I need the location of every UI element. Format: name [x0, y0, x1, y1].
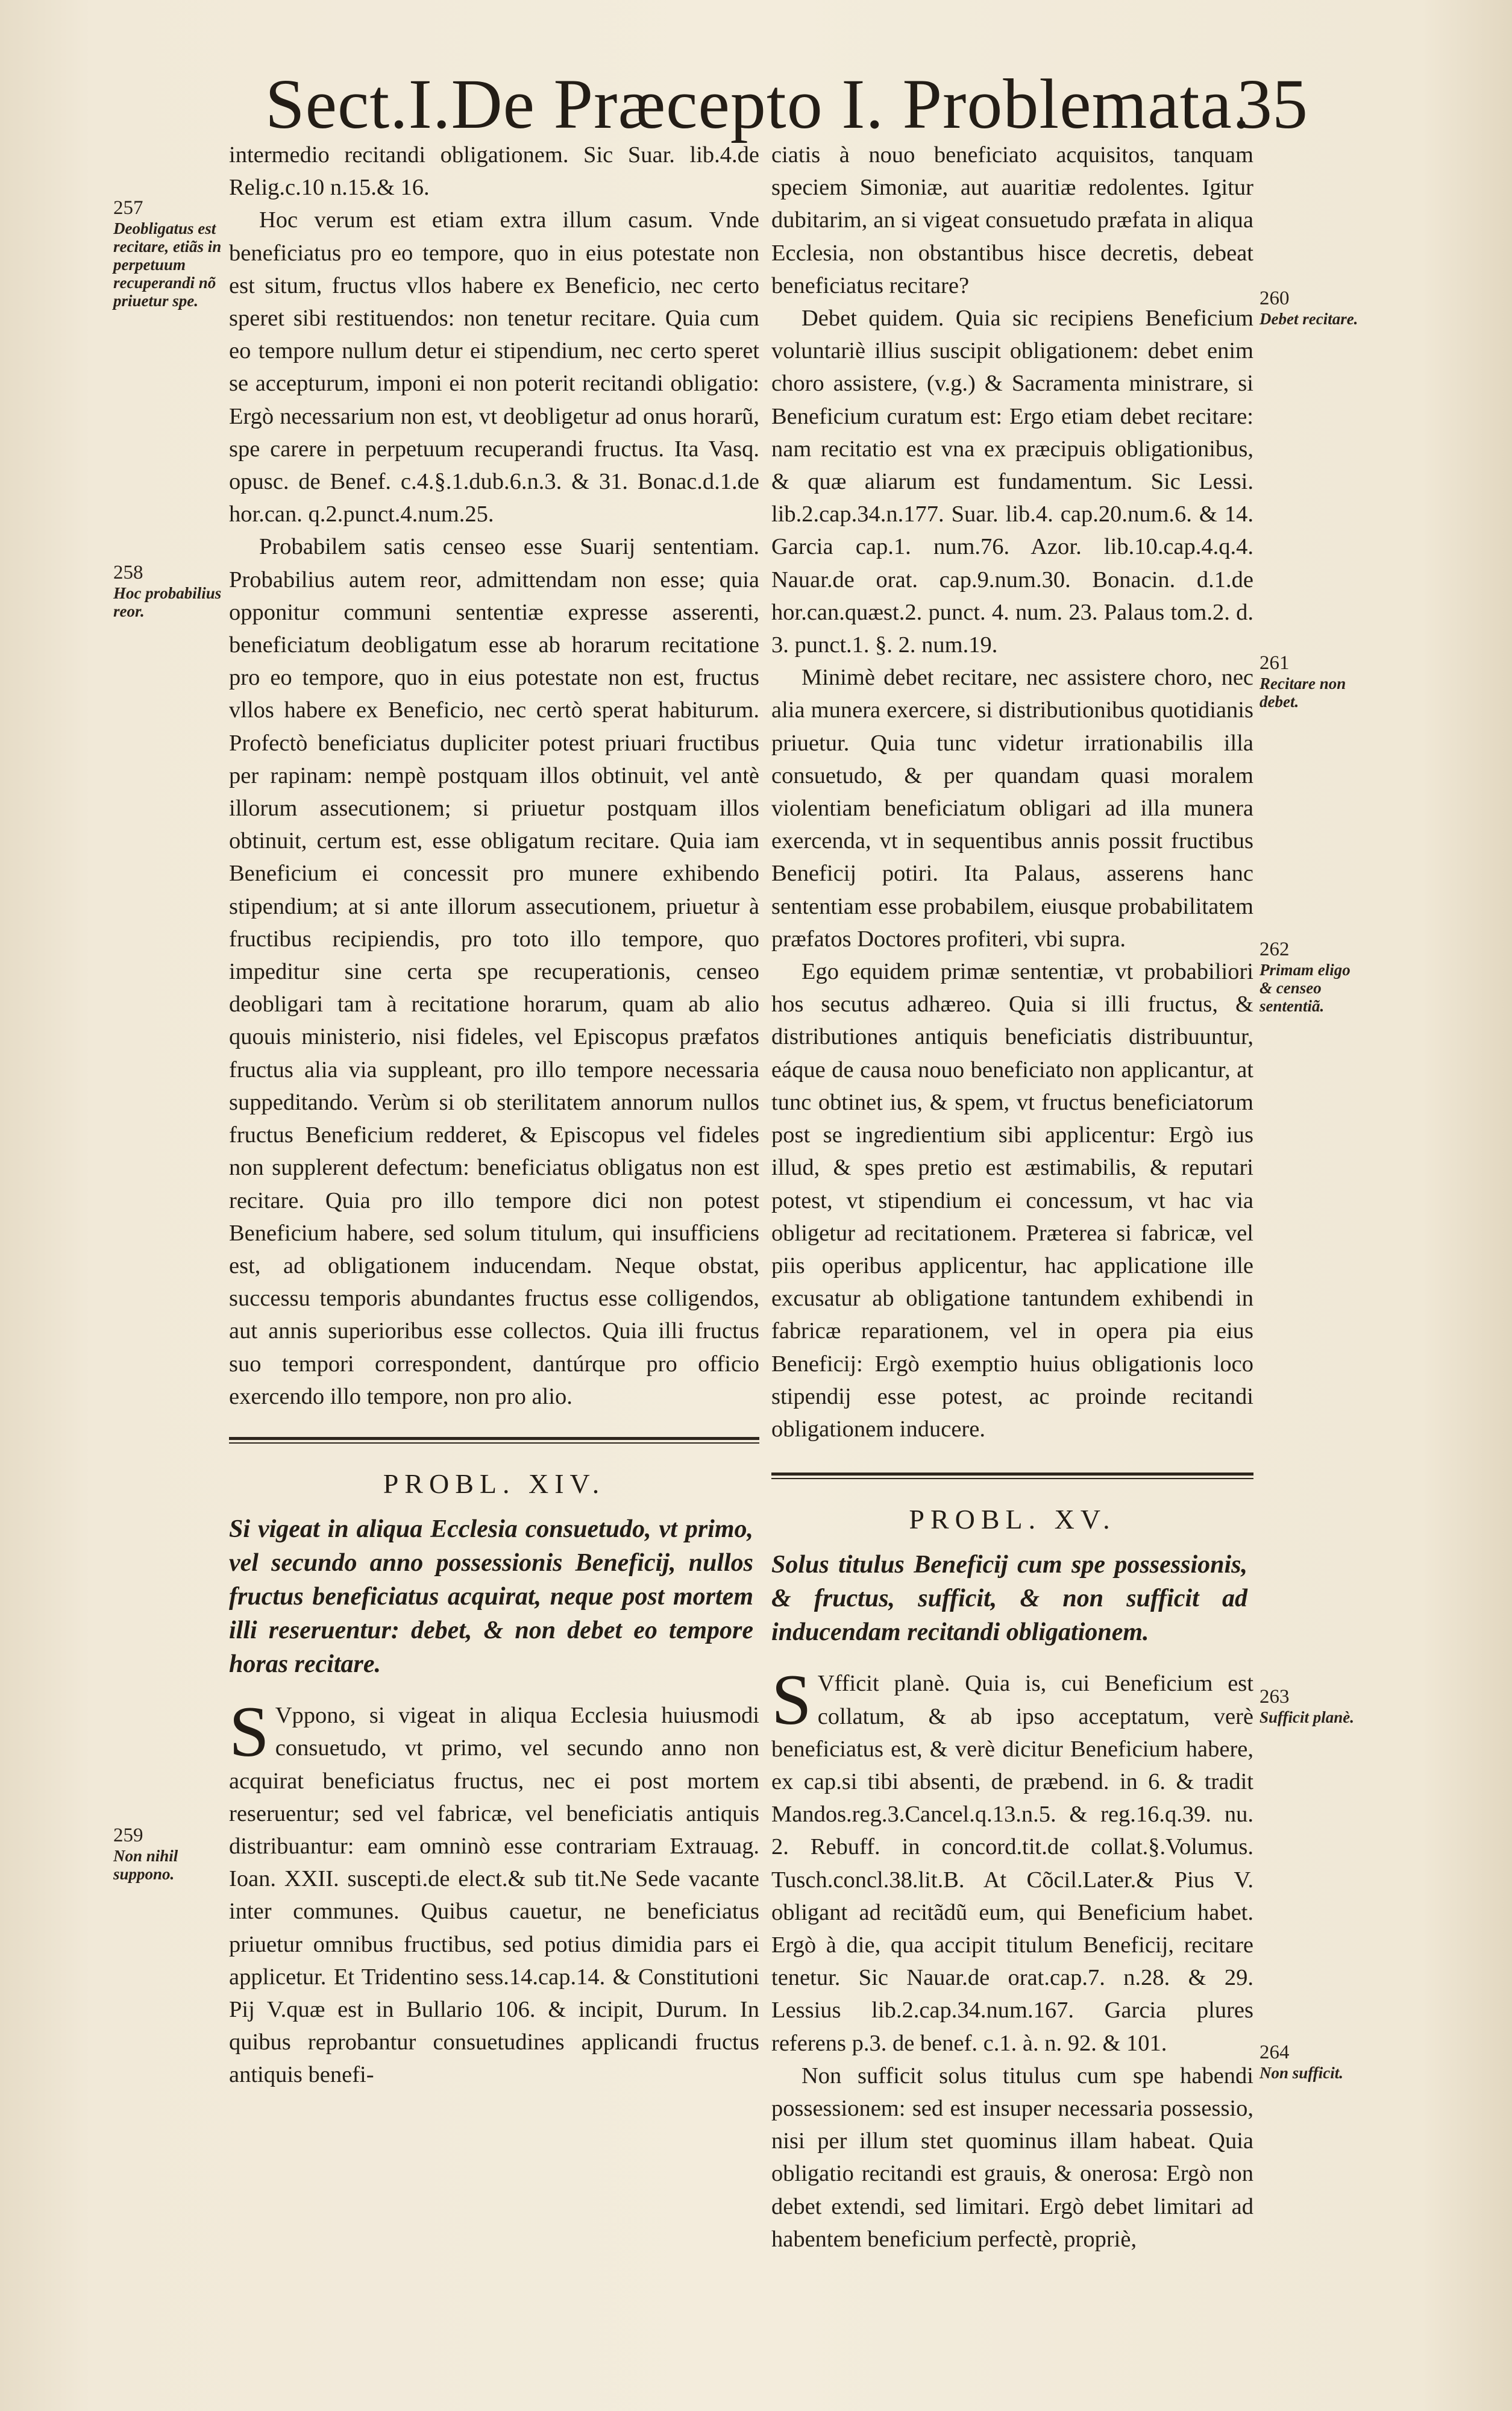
right-paragraph-3: Minimè debet recitare, nec assistere choro, nec alia munera exercere, si distributionibus quotidianis priuetur. Quia tunc videtur irrationabilis illa consuetudo, & per quandam quasi moralem violentiam beneficiatum obligari ad illa munera exercenda, vt in sequentibus annis possit fructibus Beneficij potiri. Ita Palaus, asserens hanc sententiam esse probabilem, eiusque probabilitatem præfatos Doctores profiteri, vbi supra. [771, 665, 1253, 952]
running-title: Sect.I.De Præcepto I. Problemata. [265, 64, 1251, 143]
margin-note-264: 264 Non sufficit. [1259, 2042, 1344, 2082]
left-paragraph-1: intermedio recitandi obligationem. Sic Suar. lib.4.de Relig.c.10 n.15.& 16. [229, 142, 759, 201]
margin-note-257: 257 Deobligatus est recitare, etiãs in perpetuum recuperandi nõ priuetur spe. [113, 197, 222, 310]
problem-14-statement: Si vigeat in aliqua Ecclesia consuetudo, vt primo, vel secundo anno possessionis Beneficij, nullos fructus beneficiatus acquirat, neque post mortem illi reseruentur: debet, & non debet eo tempore horas recitare. [229, 1515, 753, 1679]
margin-note-260: 260 Debet recitare. [1259, 288, 1358, 328]
right-paragraph-6: Non sufficit solus titulus cum spe habendi possessionem: sed est insuper necessaria possessio, nisi per illum stet quominus illam habeat. Quia obligatio recitandi est grauis, & onerosa: Ergò non debet extendi, sed limitari. Ergò debet limitari ad habentem beneficium perfectè, propriè, [771, 2063, 1253, 2252]
margin-note-259: 259 Non nihil suppono. [113, 1825, 178, 1883]
right-paragraph-5: S Vfficit planè. Quia is, cui Beneficium est collatum, & ab ipso acceptatum, verè beneficiatus est, & verè dicitur Beneficium habere, ex cap.si tibi absenti, de præbend. in 6. & tradit Mandos.reg.3.Cancel.q.13.n.5. & reg.16.q.39. nu. 2. Rebuff. in concord.tit.de collat.§.Volumus. Tusch.concl.38.lit.B. At Cõcil.Later.& Pius V. obligant ad recitãdũ eum, qui Beneficium habet. Ergò à die, qua accipit titulum Beneficij, recitare tenetur. Sic Nauar.de orat.cap.7. n.28. & 29. Lessius lib.2.cap.34.num.167. Garcia plures referens p.3. de benef. c.1. à. n. 92. & 101. [771, 1659, 1253, 2056]
margin-note-263: 263 Sufficit planè. [1259, 1686, 1355, 1726]
margin-note-258: 258 Hoc probabilius reor. [113, 562, 222, 620]
section-rule [771, 1473, 1253, 1479]
problem-15-heading: PROBL. XV. [909, 1504, 1116, 1535]
left-paragraph-4: S Vppono, si vigeat in aliqua Ecclesia huiusmodi consuetudo, vt primo, vel secundo anno non acquirat beneficiatus fructus, nec ei post mortem reseruentur; sed vel fabricæ, vel beneficiatis antiquis distribuantur: eam omninò esse contrariam Extrauag. Ioan. XXII. suscepti.de elect.& sub tit.Ne Sede vacante inter communes. Quibus cauetur, ne beneficiatus priuetur omnibus fructibus, sed potius dimidia pars ei applicetur. Et Tridentino sess.14.cap.14. & Constitutioni Pij V.quæ est in Bullario 106. & incipit, Durum. In quibus reprobantur consuetudines applicandi fructus antiquis benefi- [229, 1691, 759, 2088]
problem-15-statement: Solus titulus Beneficij cum spe possessionis, & fructus, sufficit, & non sufficit ad inducendam recitandi obligationem. [771, 1551, 1247, 1647]
left-column [229, 139, 759, 2092]
right-paragraph-4: Ego equidem primæ sententiæ, vt probabiliori hos secutus adhæreo. Quia si illi fructus, & distributiones antiquis beneficiatis distribuuntur, eáque de causa nouo beneficiato non applicantur, at tunc obtinet ius, & spem, vt fructus beneficiatorum post se ingredientium sibi applicentur: Ergò ius illud, & spes pretio est æstimabilis, & reputari potest, vt stipendium ei concessum, vt hac via obligetur ad recitationem. Præterea si fabricæ, vel piis operibus applicentur, hac applicatione ille excusatur ab obligatione tantundem exhibendi in fabricæ reparationem, vel in opera pia eius Beneficij: Ergò exemptio huius obligationis loco stipendij esse potest, ac proinde recitandi obligationem inducere. [771, 959, 1253, 1442]
drop-cap: S [229, 1691, 269, 1772]
left-paragraph-3: Probabilem satis censeo esse Suarij sententiam. Probabilius autem reor, admittendam non esse; quia opponitur communi sententiæ expresse asserenti, beneficiatum deobligatum esse ab horarum recitatione pro eo tempore, quo in eius potestate non est, fructus vllos habere ex Beneficio, nec certò sperat habiturum. Profectò beneficiatus dupliciter potest priuari fructibus per rapinam: nempè postquam illos obtinuit, vel antè illorum assecutionem; si priuetur postquam illos obtinuit, certum est, esse obligatum recitare. Quia iam Beneficium ei concessit pro munere exhibendo stipendium; at si ante illorum assecutionem, priuetur à fructibus recipiendis, pro toto illo tempore, quo impeditur sine certa spe recuperationis, censeo deobligari tam à recitatione horarum, quam ab alio quouis ministerio, nisi fideles, vel Episcopus præfatos fructus alia via suppleant, pro illo tempore necessaria suppeditando. Verùm si ob sterilitatem annorum nullos fructus Beneficium redderet, & Episcopus vel fideles non supplerent defectum: beneficiatus obligatus non est recitare. Quia pro illo tempore dici non potest Beneficium habere, sed solum titulum, qui insufficiens est, ad obligationem inducendam. Neque obstat, successu temporis abundantes fructus esse colligendos, aut annis superioribus esse collectos. Quia illi fructus suo tempori correspondent, dantúrque pro officio exercendo illo tempore, non pro alio. [229, 534, 759, 1409]
right-column [771, 139, 1253, 2255]
right-paragraph-2: Debet quidem. Quia sic recipiens Beneficium voluntariè illius suscipit obligationem: debet enim choro assistere, (v.g.) & Sacramenta ministrare, si Beneficium curatum est: Ergo etiam debet recitare: nam recitatio est vna ex præcipuis obligationibus, & quæ aliarum est fundamentum. Sic Lessi. lib.2.cap.34.n.177. Suar. lib.4. cap.20.num.6. & 14. Garcia cap.1. num.76. Azor. lib.10.cap.4.q.4. Nauar.de orat. cap.9.num.30. Bonacin. d.1.de hor.can.quæst.2. punct. 4. num. 23. Palaus tom.2. d. 3. punct.1. §. 2. num.19. [771, 306, 1253, 658]
margin-note-261: 261 Recitare non debet. [1259, 652, 1346, 711]
right-paragraph-1: ciatis à nouo beneficiato acquisitos, tanquam speciem Simoniæ, aut auaritiæ redolentes. Igitur dubitarim, an si vigeat consuetudo præfata in aliqua Ecclesia, non obstantibus hisce decretis, debeat beneficiatus recitare? [771, 142, 1253, 298]
margin-note-262: 262 Primam eligo & censeo sententiã. [1259, 938, 1350, 1015]
left-paragraph-2: Hoc verum est etiam extra illum casum. Vnde beneficiatus pro eo tempore, quo in eius potestate non est situm, fructus vllos habere ex Beneficio, nec certo speret sibi restituendos: non tenetur recitare. Quia cum eo tempore nullum detur ei stipendium, nec certo speret se accepturum, imponi ei non poterit recitandi obligatio: Ergò necessarium non est, vt deobligetur ad onus horarũ, spe carere in perpetuum recuperandi fructus. Ita Vasq. opusc. de Benef. c.4.§.1.dub.6.n.3. & 31. Bonac.d.1.de hor.can. q.2.punct.4.num.25. [229, 207, 759, 527]
drop-cap: S [771, 1659, 812, 1740]
section-rule [229, 1437, 759, 1444]
page-number: 35 [1237, 64, 1308, 143]
problem-14-heading: PROBL. XIV. [383, 1468, 606, 1499]
